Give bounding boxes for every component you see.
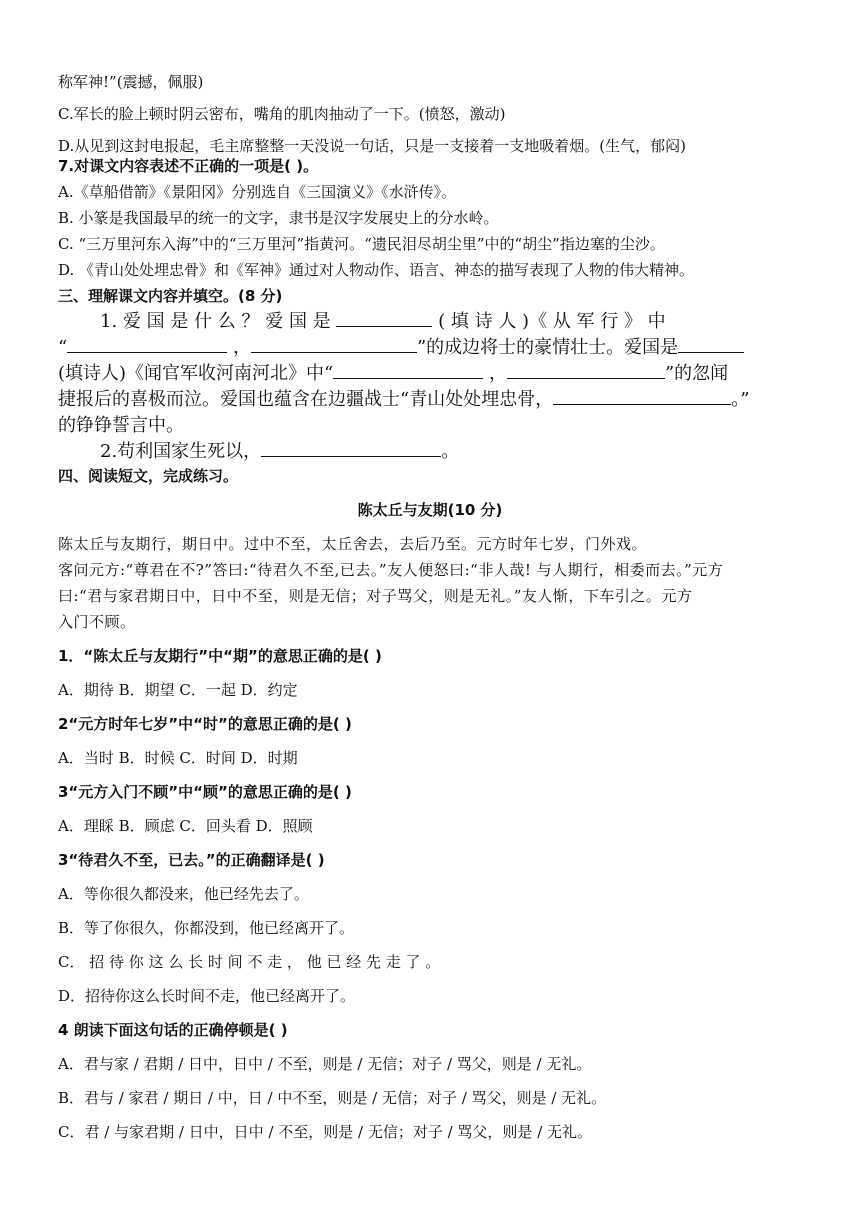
passage-line: 曰:“君与家君期日中，日中不至，则是无信；对子骂父，则是无礼。”友人惭，下车引之。元方 xyxy=(58,587,693,605)
fill-text: “ xyxy=(58,337,68,358)
passage-line: 入门不顾。 xyxy=(58,613,136,631)
fill-text: ”的成边将士的豪情壮士。爱国是 xyxy=(416,337,679,358)
option-c: C.军长的脸上顿时阴云密布，嘴角的肌肉抽动了一下。(愤怒，激动) xyxy=(58,105,506,123)
question-option-b: B．君与 / 家君 / 期日 / 中，日 / 中不至，则是 / 无信；对子 / 骂父，则是 / 无礼。 xyxy=(58,1089,607,1107)
answer-blank[interactable] xyxy=(336,310,432,327)
fill-line-3 xyxy=(58,362,728,386)
answer-blank[interactable] xyxy=(333,362,483,379)
question-options: A．期待 B．期望 C．一起 D．约定 xyxy=(58,681,298,699)
question-options: A．理睬 B．顾虑 C．回头看 D．照顾 xyxy=(58,817,313,835)
question-7-option-b: B. 小篆是我国最早的统一的文字，隶书是汉字发展史上的分水岭。 xyxy=(58,209,499,227)
question-7-option-c: C. “三万里河东入海”中的“三万里河”指黄河。“遗民泪尽胡尘里”中的“胡尘”指边塞的尘沙。 xyxy=(58,235,665,253)
question-option-a: A．君与家 / 君期 / 日中，日中 / 不至，则是 / 无信；对子 / 骂父，则是 / 无礼。 xyxy=(58,1055,592,1073)
answer-blank[interactable] xyxy=(67,336,227,353)
passage-line: 客问元方:“尊君在不?”答曰:“待君久不至,已去。”友人便怒曰:“非人哉! 与人期行，相委而去。”元方 xyxy=(58,561,724,579)
question-option-d: D．招待你这么长时间不走，他已经离开了。 xyxy=(58,987,356,1005)
fill-line-2 xyxy=(58,336,744,360)
answer-blank[interactable] xyxy=(261,440,441,457)
fill-line-1 xyxy=(100,310,666,334)
fill-text: ”的忽闻 xyxy=(664,363,729,384)
question-stem: 3“待君久不至，已去。”的正确翻译是( ) xyxy=(58,851,325,869)
question-7-option-a: A.《草船借箭》《景阳冈》分别选自《三国演义》《水浒传》。 xyxy=(58,183,457,201)
passage-line: 陈太丘与友期行，期日中。过中不至，太丘舍去，去后乃至。元方时年七岁，门外戏。 xyxy=(58,535,648,553)
fill-question-2 xyxy=(100,440,459,464)
question-stem: 3“元方入门不顾”中“顾”的意思正确的是( ) xyxy=(58,783,352,801)
fill-text: ， xyxy=(232,337,251,358)
question-option-b: B．等了你很久，你都没到，他已经离开了。 xyxy=(58,919,355,937)
answer-blank[interactable] xyxy=(553,388,731,405)
question-stem: 2“元方时年七岁”中“时”的意思正确的是( ) xyxy=(58,715,352,733)
answer-blank[interactable] xyxy=(251,336,417,353)
fill-text: 2.苟利国家生死以， xyxy=(100,441,262,462)
section-3-title: 三、理解课文内容并填空。(8 分) xyxy=(58,287,283,305)
question-7-stem: 7.对课文内容表述不正确的一项是( )。 xyxy=(58,157,319,175)
answer-blank[interactable] xyxy=(678,336,744,353)
question-option-c: C．君 / 与家君期 / 日中，日中 / 不至，则是 / 无信；对子 / 骂父，则是 / 无礼。 xyxy=(58,1123,593,1141)
question-stem: 4 朗读下面这句话的正确停顿是( ) xyxy=(58,1021,288,1039)
fill-text: 。 xyxy=(441,441,460,462)
question-option-a: A．等你很久都没来，他已经先去了。 xyxy=(58,885,309,903)
question-stem: 1．“陈太丘与友期行”中“期”的意思正确的是( ) xyxy=(58,647,382,665)
question-option-c: C． 招 待 你 这 么 长 时 间 不 走 ， 他 已 经 先 走 了 。 xyxy=(58,953,441,971)
option-d: D.从见到这封电报起，毛主席整整一天没说一句话，只是一支接着一支地吸着烟。(生气，郁闷) xyxy=(58,137,686,155)
passage-title: 陈太丘与友期(10 分) xyxy=(357,501,503,519)
question-7-option-d: D. 《青山处处埋忠骨》和《军神》通过对人物动作、语言、神态的描写表现了人物的伟大精神。 xyxy=(58,261,695,279)
fill-line-5: 的铮铮誓言中。 xyxy=(58,415,184,436)
fill-line-4 xyxy=(58,388,749,412)
fill-text: (填诗人)《闻官军收河南河北》中“ xyxy=(58,363,334,384)
text-line: 称军神!”(震撼，佩服) xyxy=(58,73,204,91)
fill-text: 1. 爱 国 是 什 么 ？ 爱 国 是 xyxy=(100,311,331,332)
question-options: A．当时 B．时候 C．时间 D．时期 xyxy=(58,749,298,767)
answer-blank[interactable] xyxy=(507,362,665,379)
section-4-title: 四、阅读短文，完成练习。 xyxy=(58,467,239,485)
fill-text: 。” xyxy=(731,389,750,410)
fill-text: 捷报后的喜极而泣。爱国也蕴含在边疆战士“青山处处埋忠骨， xyxy=(58,389,554,410)
fill-text: ( 填 诗 人 )《 从 军 行 》 中 xyxy=(438,311,666,332)
fill-text: ， xyxy=(488,363,507,384)
